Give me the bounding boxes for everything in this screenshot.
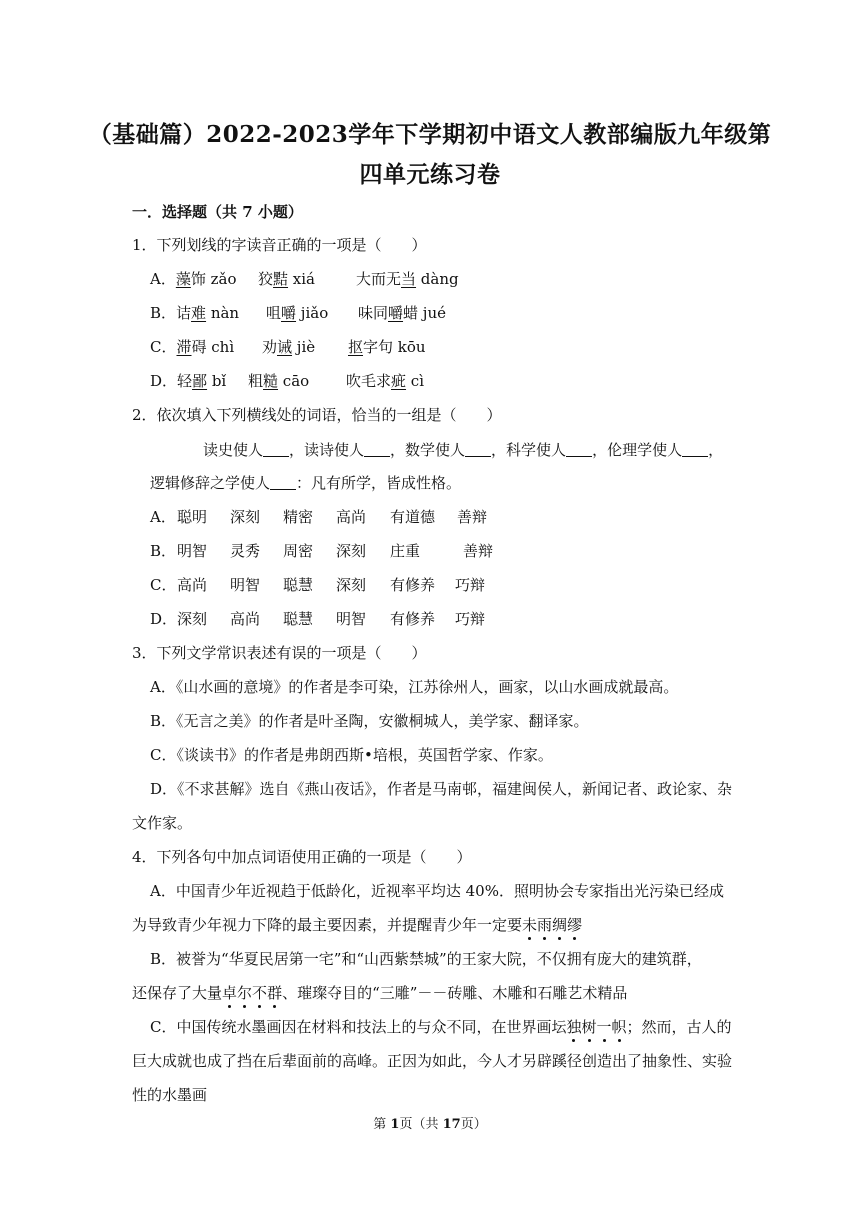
q3-option-a: A．《山水画的意境》的作者是李可染，江苏徐州人，画家，以山水画成就最高。: [150, 678, 679, 696]
page-total: 17: [442, 1117, 461, 1132]
q4-option-c-line3: 性的水墨画: [132, 1086, 208, 1104]
q2-passage-line2: 逻辑修辞之学使人 ：凡有所学，皆成性格。: [150, 474, 462, 492]
q3-option-c: C．《谈读书》的作者是弗朗西斯•培根，英国哲学家、作家。: [150, 746, 553, 764]
page-title-line2: 四单元练习卷: [359, 161, 501, 188]
q4-stem: 4．下列各句中加点词语使用正确的一项是（ ）: [132, 848, 472, 866]
page-number: 1: [390, 1117, 400, 1132]
q4-option-c-line2: 巨大成就也成了挡在后辈面前的高峰。正因为如此，今人才另辟蹊径创造出了抽象性、实验: [132, 1052, 733, 1070]
q2-option-c: C． 高尚 明智 聪慧 深刻 有修养 巧辩: [150, 576, 486, 594]
q1-stem: 1．下列划线的字读音正确的一项是（ ）: [132, 236, 427, 254]
q1-option-a: A．藻饰 zǎo 狡黠 xiá 大而无当 dàng: [150, 270, 459, 288]
page-footer: 第 1页（共 17页）: [373, 1117, 487, 1132]
q3-option-d-line2: 文作家。: [132, 814, 193, 832]
q2-stem: 2．依次填入下列横线处的词语，恰当的一组是（ ）: [132, 406, 502, 424]
q4-option-a-line1: A．中国青少年近视趋于低龄化，近视率平均达 40%．照明协会专家指出光污染已经成: [150, 882, 724, 900]
q4-option-b-line2: 还保存了大量卓尔不群、璀璨夺目的“三雕”－－砖雕、木雕和石雕艺术精品: [132, 984, 628, 1002]
q2-passage-line1: 读史使人 ，读诗使人 ，数学使人 ，科学使人 ，伦理学使人 ，: [203, 441, 724, 459]
page-title-line1: （基础篇）2022-2023学年下学期初中语文人教部编版九年级第: [88, 121, 772, 148]
q2-option-a: A． 聪明 深刻 精密 高尚 有道德 善辩: [150, 508, 488, 526]
q3-stem: 3．下列文学常识表述有误的一项是（ ）: [132, 644, 427, 662]
q1-option-c: C．滞碍 chì 劝诫 jiè 抠字句 kōu: [150, 338, 426, 356]
q2-option-d: D． 深刻 高尚 聪慧 明智 有修养 巧辩: [150, 610, 486, 628]
q1-option-b: B．诘难 nàn 咀嚼 jiǎo 味同嚼蜡 jué: [150, 304, 446, 322]
q4-option-c-line1: C．中国传统水墨画因在材料和技法上的与众不同，在世界画坛独树一帜；然而，古人的: [150, 1018, 732, 1036]
q3-option-d-line1: D．《不求甚解》选自《燕山夜话》，作者是马南邨，福建闽侯人，新闻记者、政论家、杂: [150, 780, 733, 798]
q4-option-a-line2: 为导致青少年视力下降的最主要因素，并提醒青少年一定要未雨绸缪: [132, 916, 583, 934]
q3-option-b: B．《无言之美》的作者是叶圣陶，安徽桐城人，美学家、翻译家。: [150, 712, 589, 730]
q2-option-b: B． 明智 灵秀 周密 深刻 庄重 善辩: [150, 542, 494, 560]
q1-option-d: D．轻鄙 bǐ 粗糙 cāo 吹毛求疵 cì: [150, 372, 424, 390]
q4-option-b-line1: B．被誉为“华夏民居第一宅”和“山西紫禁城”的王家大院，不仅拥有庞大的建筑群，: [150, 950, 702, 968]
section-heading: 一．选择题（共 7 小题）: [132, 203, 303, 221]
